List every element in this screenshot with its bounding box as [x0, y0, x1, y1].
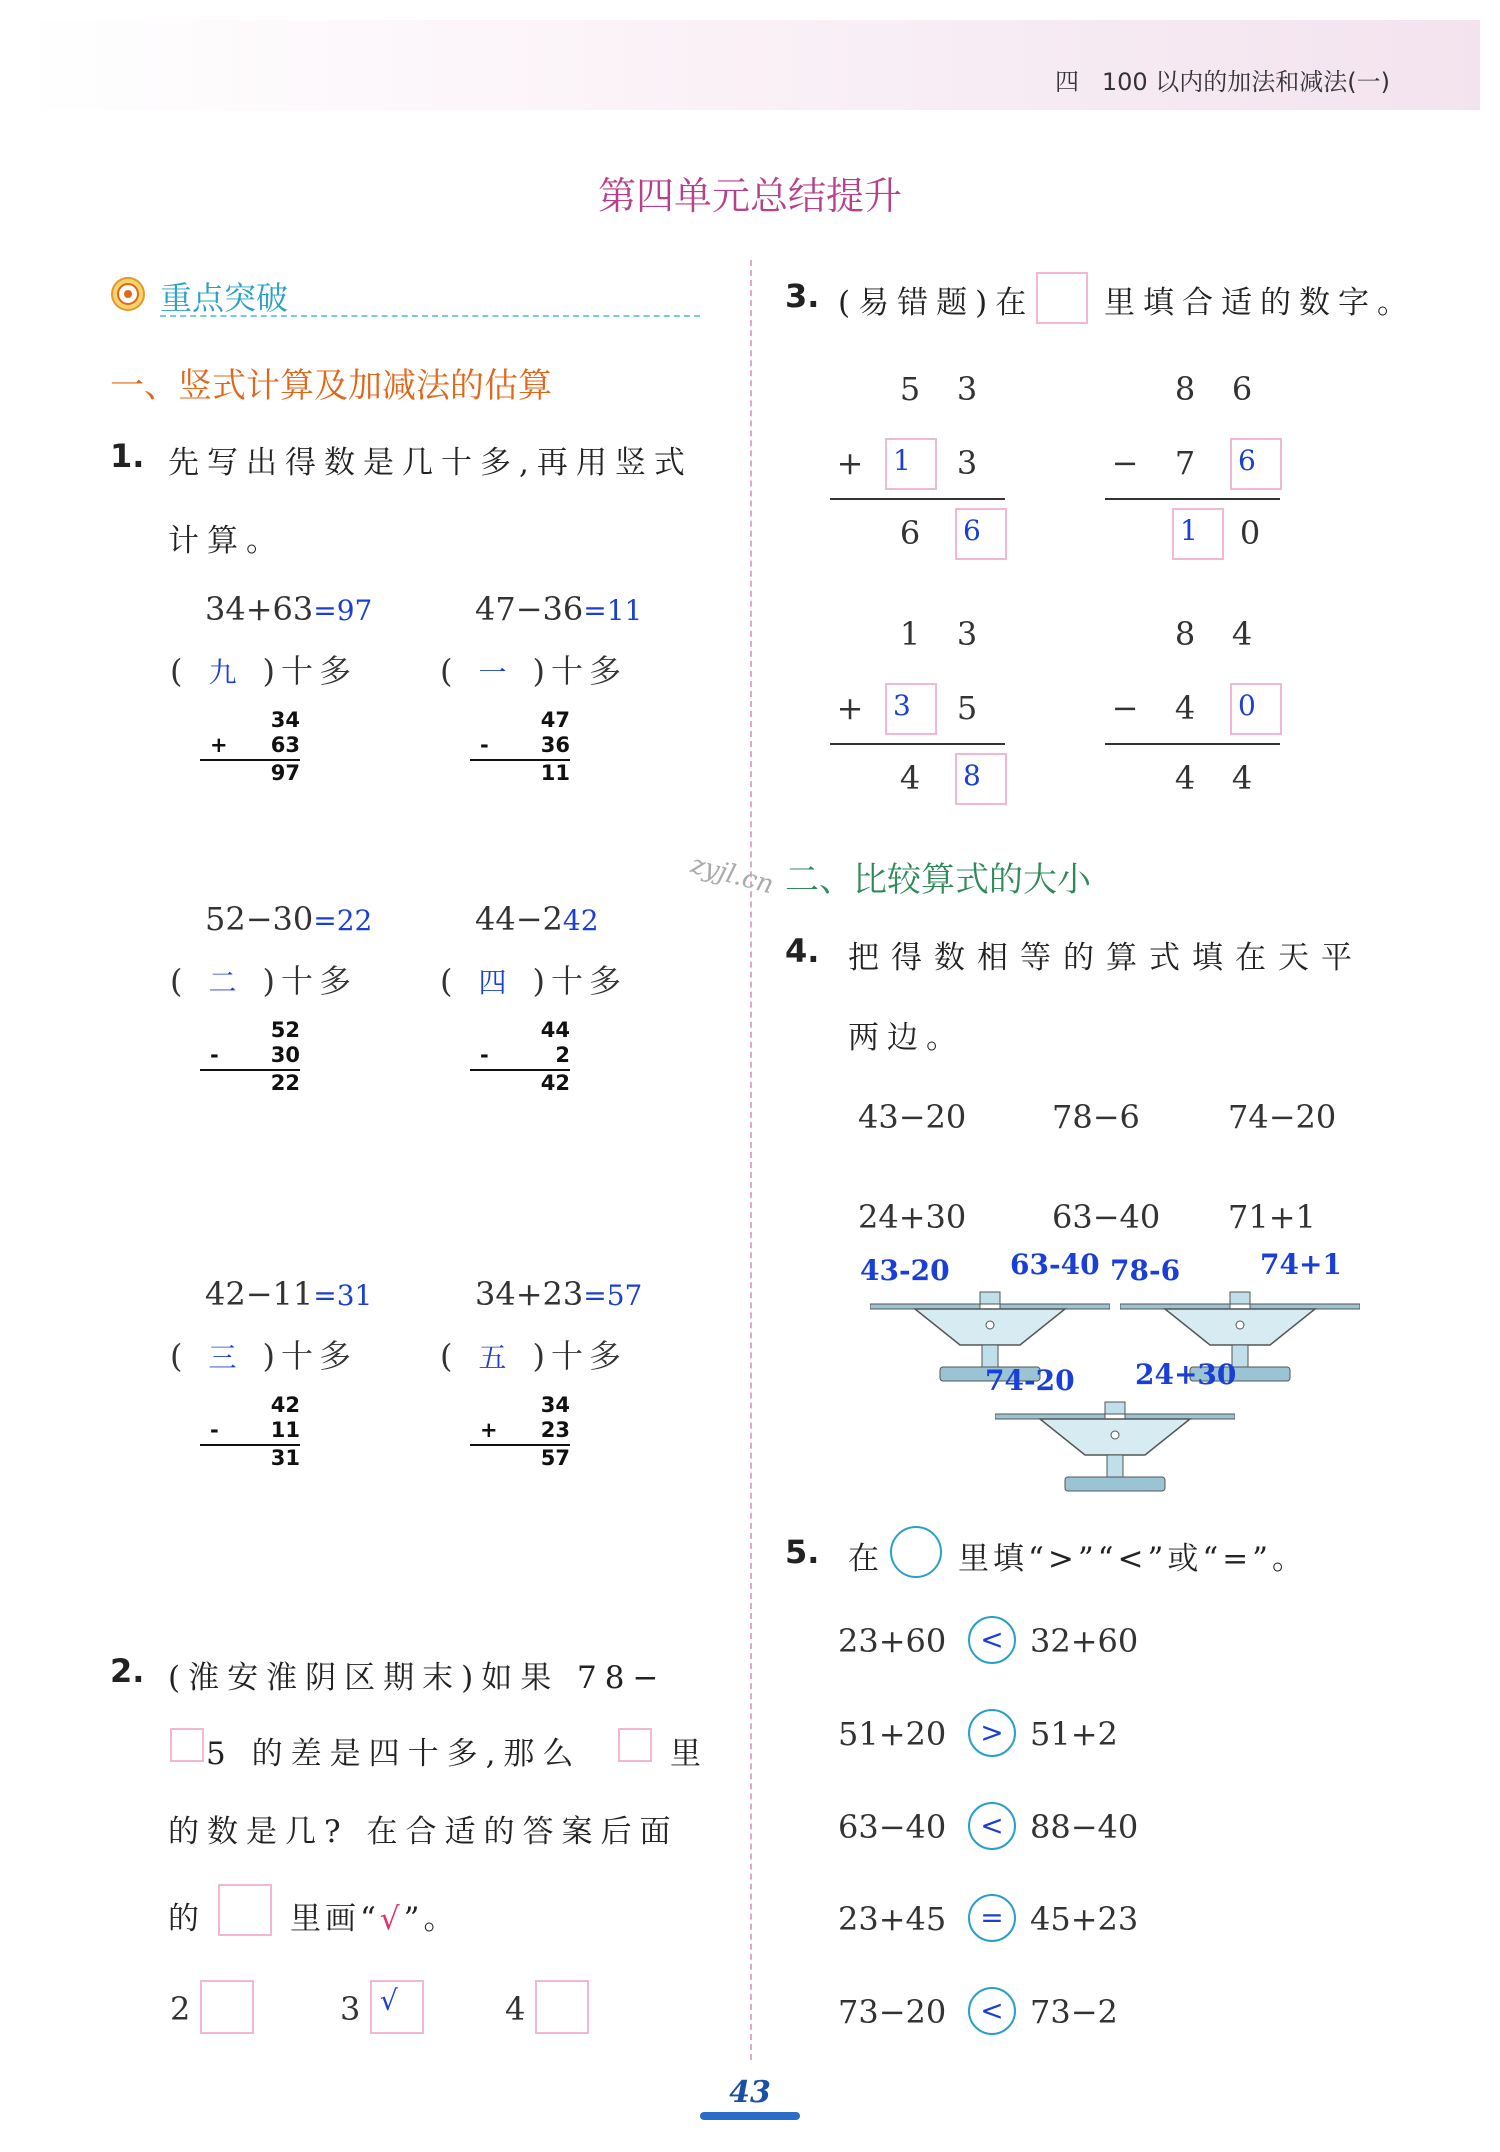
q1-tens-suffix: )十多: [262, 652, 357, 690]
q1-vert-result: 31: [270, 1446, 300, 1470]
q4-expression: 74−20: [1228, 1098, 1337, 1136]
balance-left-label: 74-20: [985, 1364, 1075, 1397]
q2-number: 2.: [110, 1652, 145, 1690]
q1-vertical-calc: [210, 708, 300, 786]
q1-vert-middle: [210, 733, 300, 758]
q1-tens-suffix: )十多: [262, 1337, 357, 1375]
q3-box-answer: 3: [893, 689, 911, 722]
q1-number: 1.: [110, 437, 145, 475]
q1-expression: [205, 590, 372, 628]
q3-rule: [830, 498, 1005, 500]
q3-res-ones: 4: [1231, 759, 1253, 797]
q3-top-tens: 8: [1174, 615, 1196, 653]
q3-top-tens: 1: [899, 615, 921, 653]
q1-paren-open: (: [440, 962, 453, 1000]
target-icon: [110, 276, 146, 316]
q3-text-a: (易错题)在: [838, 285, 1035, 321]
unit-label: 四: [1054, 68, 1079, 96]
q1-paren-open: (: [440, 1337, 453, 1375]
key-point-underline: [160, 315, 700, 317]
q4-expression: 63−40: [1052, 1198, 1161, 1236]
q1-tens-suffix: )十多: [532, 962, 627, 1000]
q1-expression: [475, 590, 642, 628]
q3-number: 3.: [785, 277, 820, 315]
q3-box-answer: 6: [963, 514, 981, 547]
q1-vert-result: 97: [270, 761, 300, 785]
q5-left-expression: 51+20: [838, 1715, 947, 1753]
q1-vert-bottom: 11: [270, 1418, 300, 1442]
q4-number: 4.: [785, 932, 820, 970]
chapter-header: [1055, 62, 1390, 97]
q1-vertical-calc: [210, 1393, 300, 1471]
q5-answer-circle[interactable]: <: [968, 1802, 1016, 1850]
q2-line1: (淮安淮阴区期末)如果 78−: [168, 1660, 667, 1696]
q2-option-box[interactable]: [370, 1980, 424, 2034]
q1-answer: =57: [583, 1279, 643, 1312]
q1-expression: [475, 900, 599, 938]
q1-tens-row: [170, 956, 357, 1002]
section2-title: 二、比较算式的大小: [785, 860, 1091, 900]
q1-expression: [205, 900, 372, 938]
q1-expr-text: 44−2: [475, 900, 563, 938]
q1-answer: =31: [313, 1279, 373, 1312]
q1-vert-bottom: 63: [270, 733, 300, 757]
q1-vertical-calc: [480, 1018, 570, 1096]
q1-expr-text: 34+23: [475, 1275, 584, 1313]
q1-answer: =97: [313, 594, 373, 627]
q2-line2b: 里: [670, 1736, 709, 1772]
q1-tens-answer: 九: [208, 656, 237, 689]
page-number-book-icon: [700, 2112, 800, 2120]
q1-vert-result: 22: [270, 1071, 300, 1095]
q1-vert-top: 52: [270, 1018, 300, 1042]
q5-text-a: 在: [848, 1541, 887, 1577]
q1-answer: =22: [313, 904, 373, 937]
q1-vert-top: 42: [270, 1393, 300, 1417]
q1-vert-bottom: 23: [540, 1418, 570, 1442]
q2-option-label: 2: [170, 1990, 191, 2028]
q1-vert-middle: [480, 733, 570, 758]
q1-tens-answer: 一: [478, 656, 507, 689]
q3-rule: [1105, 743, 1280, 745]
q1-tens-suffix: )十多: [262, 962, 357, 1000]
q4-expression: 71+1: [1228, 1198, 1316, 1236]
q3-box-answer: 8: [963, 759, 981, 792]
q1-vertical-calc: [480, 1393, 570, 1471]
q1-vert-result: 42: [540, 1071, 570, 1095]
q2-option-box[interactable]: [535, 1980, 589, 2034]
q1-vert-middle: [480, 1043, 570, 1068]
q3-top-tens: 5: [899, 370, 921, 408]
q1-vert-result: 57: [540, 1446, 570, 1470]
q3-box-answer: 1: [893, 444, 911, 477]
q1-expr-text: 52−30: [205, 900, 314, 938]
q5-right-expression: 45+23: [1030, 1900, 1139, 1938]
q1-tens-row: [440, 956, 627, 1002]
q1-vert-bottom: 2: [555, 1043, 570, 1067]
q5-right-expression: 51+2: [1030, 1715, 1118, 1753]
q1-tens-suffix: )十多: [532, 652, 627, 690]
q2-option-label: 4: [505, 1990, 526, 2028]
q5-right-expression: 73−2: [1030, 1993, 1118, 2031]
q5-right-expression: 88−40: [1030, 1808, 1139, 1846]
q2-line2a: 5 的差是四十多,那么: [206, 1736, 582, 1772]
q1-vert-operator: -: [210, 1418, 219, 1442]
q3-example-box: [1036, 272, 1088, 324]
balance-left-label: 43-20: [860, 1254, 950, 1287]
q3-top-ones: 3: [956, 370, 978, 408]
q3-blank-box[interactable]: [885, 438, 937, 490]
q1-paren-open: (: [170, 1337, 183, 1375]
q1-tens-row: [440, 646, 627, 692]
q2-blank-box-2[interactable]: [618, 1728, 652, 1762]
q1-tens-row: [170, 646, 357, 692]
q3-top-ones: 6: [1231, 370, 1253, 408]
q5-answer-circle[interactable]: =: [968, 1894, 1016, 1942]
q2-line4b: 里画“: [290, 1901, 380, 1937]
q1-text-line2: 计算。: [168, 523, 285, 559]
q2-line4-rest: [290, 1893, 458, 1938]
q1-vert-operator: -: [480, 1043, 489, 1067]
q1-expr-text: 47−36: [475, 590, 584, 628]
q1-vert-top: 34: [270, 708, 300, 732]
q3-box-answer: 6: [1238, 444, 1256, 477]
q3-top-ones: 4: [1231, 615, 1253, 653]
q2-line4a: 的: [168, 1901, 207, 1937]
chapter-label: 100 以内的加法和减法(一): [1101, 68, 1390, 96]
q2-example-box: [218, 1884, 272, 1936]
page-number: 43: [729, 2075, 771, 2110]
q1-vert-operator: +: [480, 1418, 498, 1442]
q3-mid-tens: 4: [1174, 689, 1196, 727]
q1-answer: =11: [583, 594, 643, 627]
q1-vert-middle: [210, 1418, 300, 1443]
q1-vert-bottom: 36: [540, 733, 570, 757]
q1-tens-row: [440, 1331, 627, 1377]
key-point-label: 重点突破: [160, 279, 289, 317]
q5-number: 5.: [785, 1533, 820, 1571]
q3-blank-box[interactable]: [955, 508, 1007, 560]
watermark: zyjl.cn: [687, 849, 777, 901]
q5-example-circle: [890, 1526, 942, 1578]
balance-right-label: 24+30: [1135, 1358, 1237, 1391]
q2-line4c: ”。: [403, 1901, 459, 1937]
q1-text-line1: 先写出得数是几十多,再用竖式: [168, 445, 693, 481]
q3-operator: +: [836, 689, 864, 727]
q1-tens-suffix: )十多: [532, 1337, 627, 1375]
check-mark-icon: √: [379, 1901, 404, 1937]
q3-res-tens: 4: [899, 759, 921, 797]
q3-mid-tens: 7: [1174, 444, 1196, 482]
q1-vert-result: 11: [540, 761, 570, 785]
q3-blank-box[interactable]: [955, 753, 1007, 805]
balance-right-label: 63-40: [1010, 1248, 1100, 1281]
q1-tens-answer: 二: [208, 966, 237, 999]
q4-line1: 把得数相等的算式填在天平: [848, 940, 1364, 976]
q3-res-tens: 4: [1174, 759, 1196, 797]
q1-vert-bottom: 30: [270, 1043, 300, 1067]
q1-vert-operator: -: [210, 1043, 219, 1067]
q3-res-tens: 6: [899, 514, 921, 552]
q1-answer: 42: [562, 904, 599, 937]
q5-answer-circle[interactable]: <: [968, 1987, 1016, 2035]
q3-mid-ones: 5: [956, 689, 978, 727]
balance-right-label: 74+1: [1260, 1248, 1342, 1281]
page-title: 第四单元总结提升: [597, 174, 902, 218]
q3-blank-box[interactable]: [885, 683, 937, 735]
q1-vert-operator: +: [210, 733, 228, 757]
q1-paren-open: (: [170, 652, 183, 690]
q1-paren-open: (: [170, 962, 183, 1000]
q3-blank-box[interactable]: [1230, 438, 1282, 490]
section1-title: 一、竖式计算及加减法的估算: [110, 366, 552, 406]
q3-box-answer: 0: [1238, 689, 1256, 722]
q3-operator: −: [1111, 444, 1139, 482]
q1-tens-answer: 五: [478, 1341, 507, 1374]
q5-right-expression: 32+60: [1030, 1622, 1139, 1660]
q1-vert-middle: [210, 1043, 300, 1068]
q3-operator: +: [836, 444, 864, 482]
q2-option-mark: √: [380, 1984, 398, 2017]
q1-tens-row: [170, 1331, 357, 1377]
q5-answer-circle[interactable]: >: [968, 1709, 1016, 1757]
q5-left-expression: 73−20: [838, 1993, 947, 2031]
q5-left-expression: 63−40: [838, 1808, 947, 1846]
q3-box-answer: 1: [1180, 514, 1198, 547]
q1-vert-top: 47: [540, 708, 570, 732]
q5-left-expression: 23+45: [838, 1900, 947, 1938]
q1-expr-text: 34+63: [205, 590, 314, 628]
q1-expr-text: 42−11: [205, 1275, 314, 1313]
q3-blank-box[interactable]: [1172, 508, 1224, 560]
q4-expression: 78−6: [1052, 1098, 1140, 1136]
q2-option-box[interactable]: [200, 1980, 254, 2034]
q2-line3: 的数是几? 在合适的答案后面: [168, 1814, 679, 1850]
q2-blank-box-1[interactable]: [170, 1728, 204, 1762]
q1-paren-open: (: [440, 652, 453, 690]
q1-vert-top: 34: [540, 1393, 570, 1417]
q2-option-label: 3: [340, 1990, 361, 2028]
q1-vert-middle: [480, 1418, 570, 1443]
column-divider: [750, 260, 752, 2060]
q5-left-expression: 23+60: [838, 1622, 947, 1660]
balance-left-label: 78-6: [1110, 1254, 1181, 1287]
q4-line2: 两边。: [848, 1020, 965, 1056]
q3-mid-ones: 3: [956, 444, 978, 482]
q1-vertical-calc: [210, 1018, 300, 1096]
q5-text-b: 里填“>”“<”或“=”。: [958, 1541, 1308, 1577]
q3-top-ones: 3: [956, 615, 978, 653]
q3-text-b: 里填合适的数字。: [1104, 285, 1416, 321]
balance-scale-icon: [995, 1400, 1235, 1499]
q1-expression: [475, 1275, 642, 1313]
q4-expression: 24+30: [858, 1198, 967, 1236]
q3-rule: [830, 743, 1005, 745]
q1-vertical-calc: [480, 708, 570, 786]
q3-top-tens: 8: [1174, 370, 1196, 408]
q1-vert-operator: -: [480, 733, 489, 757]
q1-vert-top: 44: [540, 1018, 570, 1042]
q3-blank-box[interactable]: [1230, 683, 1282, 735]
q3-rule: [1105, 498, 1280, 500]
q1-expression: [205, 1275, 372, 1313]
q3-operator: −: [1111, 689, 1139, 727]
q4-expression: 43−20: [858, 1098, 967, 1136]
q5-answer-circle[interactable]: <: [968, 1616, 1016, 1664]
q3-res-ones: 0: [1239, 514, 1261, 552]
q1-tens-answer: 四: [478, 966, 507, 999]
q1-tens-answer: 三: [208, 1341, 237, 1374]
